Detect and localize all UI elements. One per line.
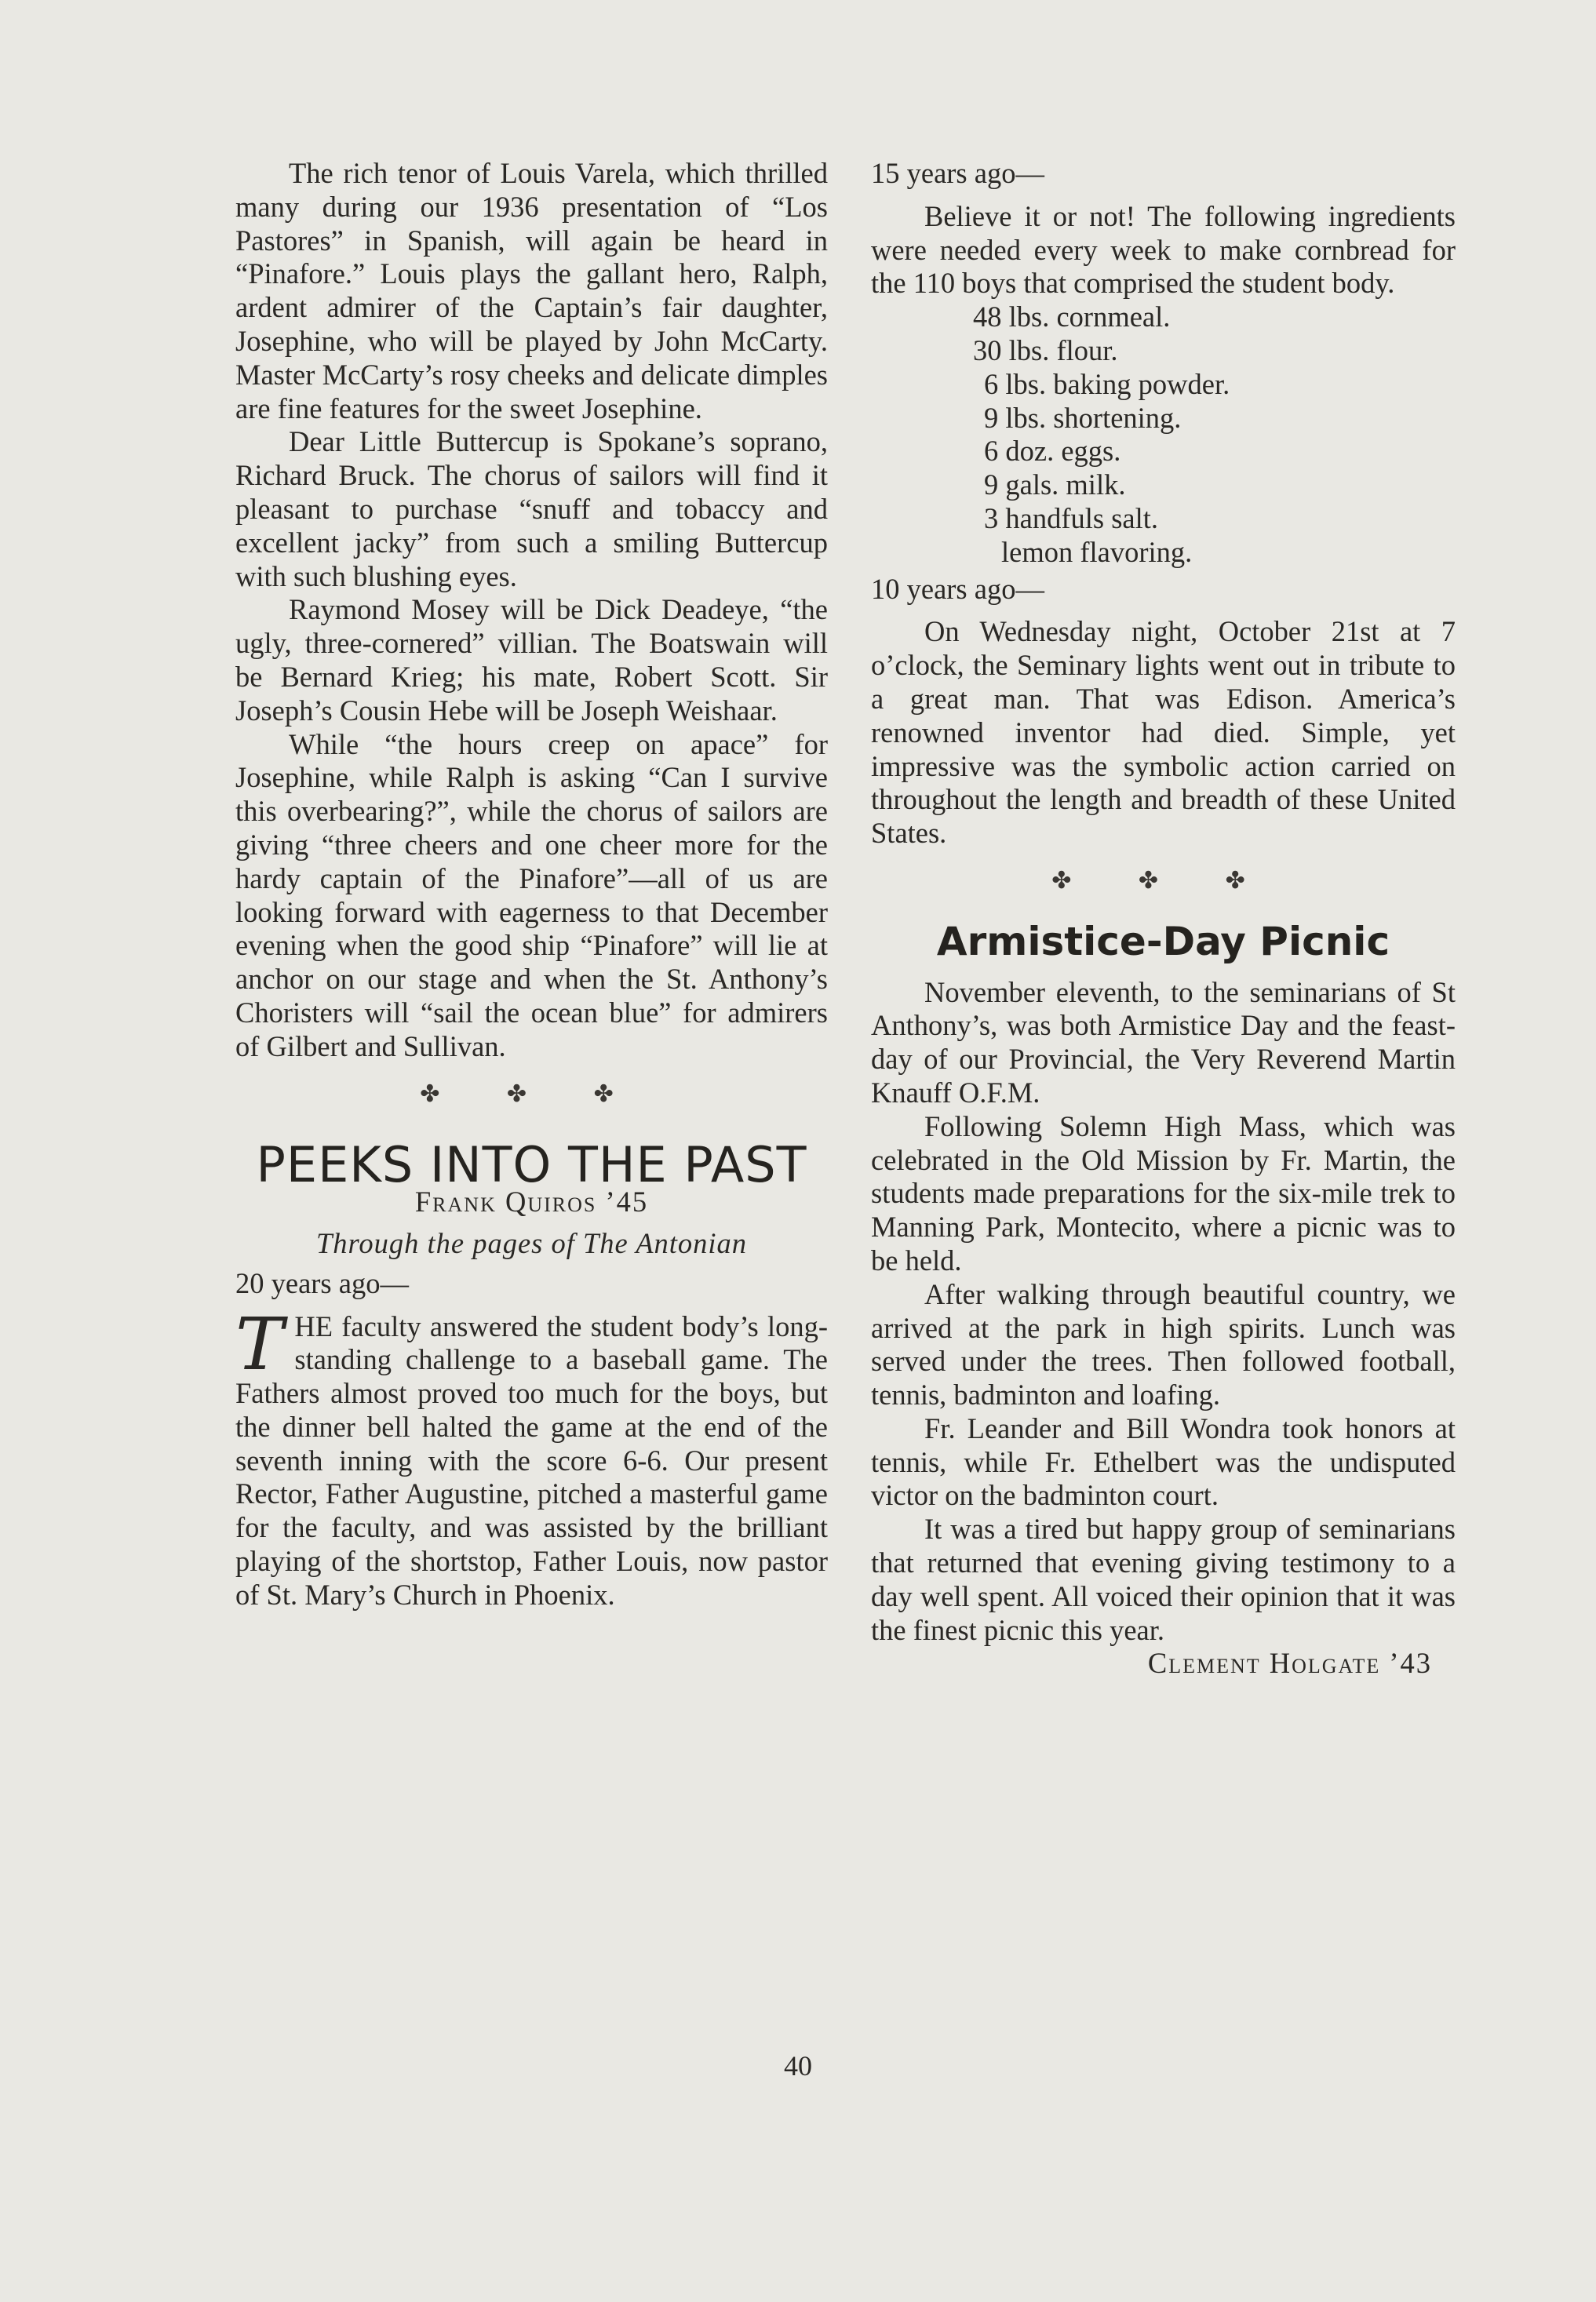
recipe-item: 9 lbs. shortening. [984, 401, 1182, 434]
peeks-title: PEEKS INTO THE PAST [256, 1136, 807, 1194]
recipe-item: 9 gals. milk. [984, 468, 1126, 501]
recipe-item: 30 lbs. flour. [973, 333, 1118, 366]
armistice-paragraph: Fr. Leander and Bill Wondra took honors at tennis, while Fr. Ethelbert was the undisputed victor on the badminton court. [871, 1411, 1456, 1512]
pinafore-paragraph: Raymond Mosey will be Dick Deadeye, “the ugly, three-cornered” villian. The Boatswain will be Bernard Krieg; his mate, Robert Scott. Sir Joseph’s Cousin Hebe will be Joseph Weishaar. [235, 593, 828, 727]
drop-cap: T [235, 1302, 284, 1386]
armistice-title: Armistice-Day Picnic [936, 918, 1390, 964]
fifteen-years-intro: Believe it or not! The following ingredients were needed every week to make cornbread for the 110 boys that comprised the student body. [871, 199, 1456, 300]
armistice-paragraph: Following Solemn High Mass, which was celebrated in the Old Mission by Fr. Martin, the students made preparations for the six-mile trek to Manning Park, Montecito, where a picnic was to be held. [871, 1109, 1456, 1277]
ten-years-heading: 10 years ago— [871, 572, 1044, 605]
pinafore-paragraph: Dear Little Buttercup is Spokane’s soprano, Richard Bruck. The chorus of sailors will find it pleasant to purchase “snuff and tobaccy and excellent jacky” from such a smiling Buttercup with such blushing eyes. [235, 425, 828, 592]
twenty-years-text: HE faculty answered the student body’s long-standing challenge to a baseball game. The Fathers almost proved too much for the boys, but the dinner bell halted the game at the end of the seventh inning with the score 6-6. Our present Rector, Father Augustine, pitched a masterful game for the faculty, and was assisted by the brilliant playing of the shortstop, Father Louis, now pastor of St. Mary’s Church in Phoenix. [235, 1309, 828, 1611]
section-ornament: ✤ ✤ ✤ [420, 1080, 643, 1108]
recipe-item: lemon flavoring. [1001, 535, 1193, 568]
right-column [871, 157, 1456, 1681]
twenty-years-heading: 20 years ago— [235, 1266, 409, 1299]
cornbread-recipe-list [973, 300, 1456, 569]
pinafore-paragraph: While “the hours creep on apace” for Josephine, while Ralph is asking “Can I survive this overbearing?”, while the chorus of sailors are giving “three cheers and one cheer more for the hardy captain of the Pinafore”—all of us are looking forward with eagerness to that December evening when the good ship “Pinafore” will lie at anchor on our stage and when the St. Anthony’s Choristers will “sail the ocean blue” for admirers of Gilbert and Sullivan. [235, 727, 828, 1062]
armistice-paragraph: November eleventh, to the seminarians of St Anthony’s, was both Armistice Day and the feast-day of our Provincial, the Very Reverend Martin Knauff O.F.M. [871, 975, 1456, 1109]
recipe-item: 48 lbs. cornmeal. [973, 300, 1171, 333]
armistice-signature: Clement Holgate ’43 [1147, 1647, 1432, 1680]
ten-years-text: On Wednesday night, October 21st at 7 o’clock, the Seminary lights went out in tribute to a great man. That was Edison. America’s renowned inventor had died. Simple, yet impressive was the symbolic action carried on throughout the length and breadth of these United States. [871, 615, 1456, 850]
peeks-subtitle: Through the pages of The Antonian [315, 1226, 748, 1259]
twenty-years-paragraph [235, 1302, 828, 1612]
recipe-item: 3 handfuls salt. [984, 501, 1159, 534]
peeks-byline: Frank Quiros ’45 [414, 1186, 649, 1218]
page-number: 40 [784, 2050, 812, 2082]
recipe-item: 6 doz. eggs. [984, 435, 1121, 468]
fifteen-years-heading: 15 years ago— [871, 157, 1044, 189]
armistice-paragraph: After walking through beautiful country, we arrived at the park in high spirits. Lunch was served under the trees. Then followed football, tennis, badminton and loafing. [871, 1277, 1456, 1411]
pinafore-paragraph: The rich tenor of Louis Varela, which thrilled many during our 1936 presentation of “Los Pastores” in Spanish, will again be heard in “Pinafore.” Louis plays the gallant hero, Ralph, ardent admirer of the Captain’s fair daughter, Josephine, who will be played by John McCarty. Master McCarty’s rosy cheeks and delicate dimples are fine features for the sweet Josephine. [235, 157, 828, 424]
left-column [235, 157, 828, 1612]
section-ornament: ✤ ✤ ✤ [1051, 866, 1275, 894]
armistice-paragraph: It was a tired but happy group of seminarians that returned that evening giving testimony to a day well spent. All voiced their opinion that it was the finest picnic this year. [871, 1513, 1456, 1646]
recipe-item: 6 lbs. baking powder. [984, 367, 1230, 400]
